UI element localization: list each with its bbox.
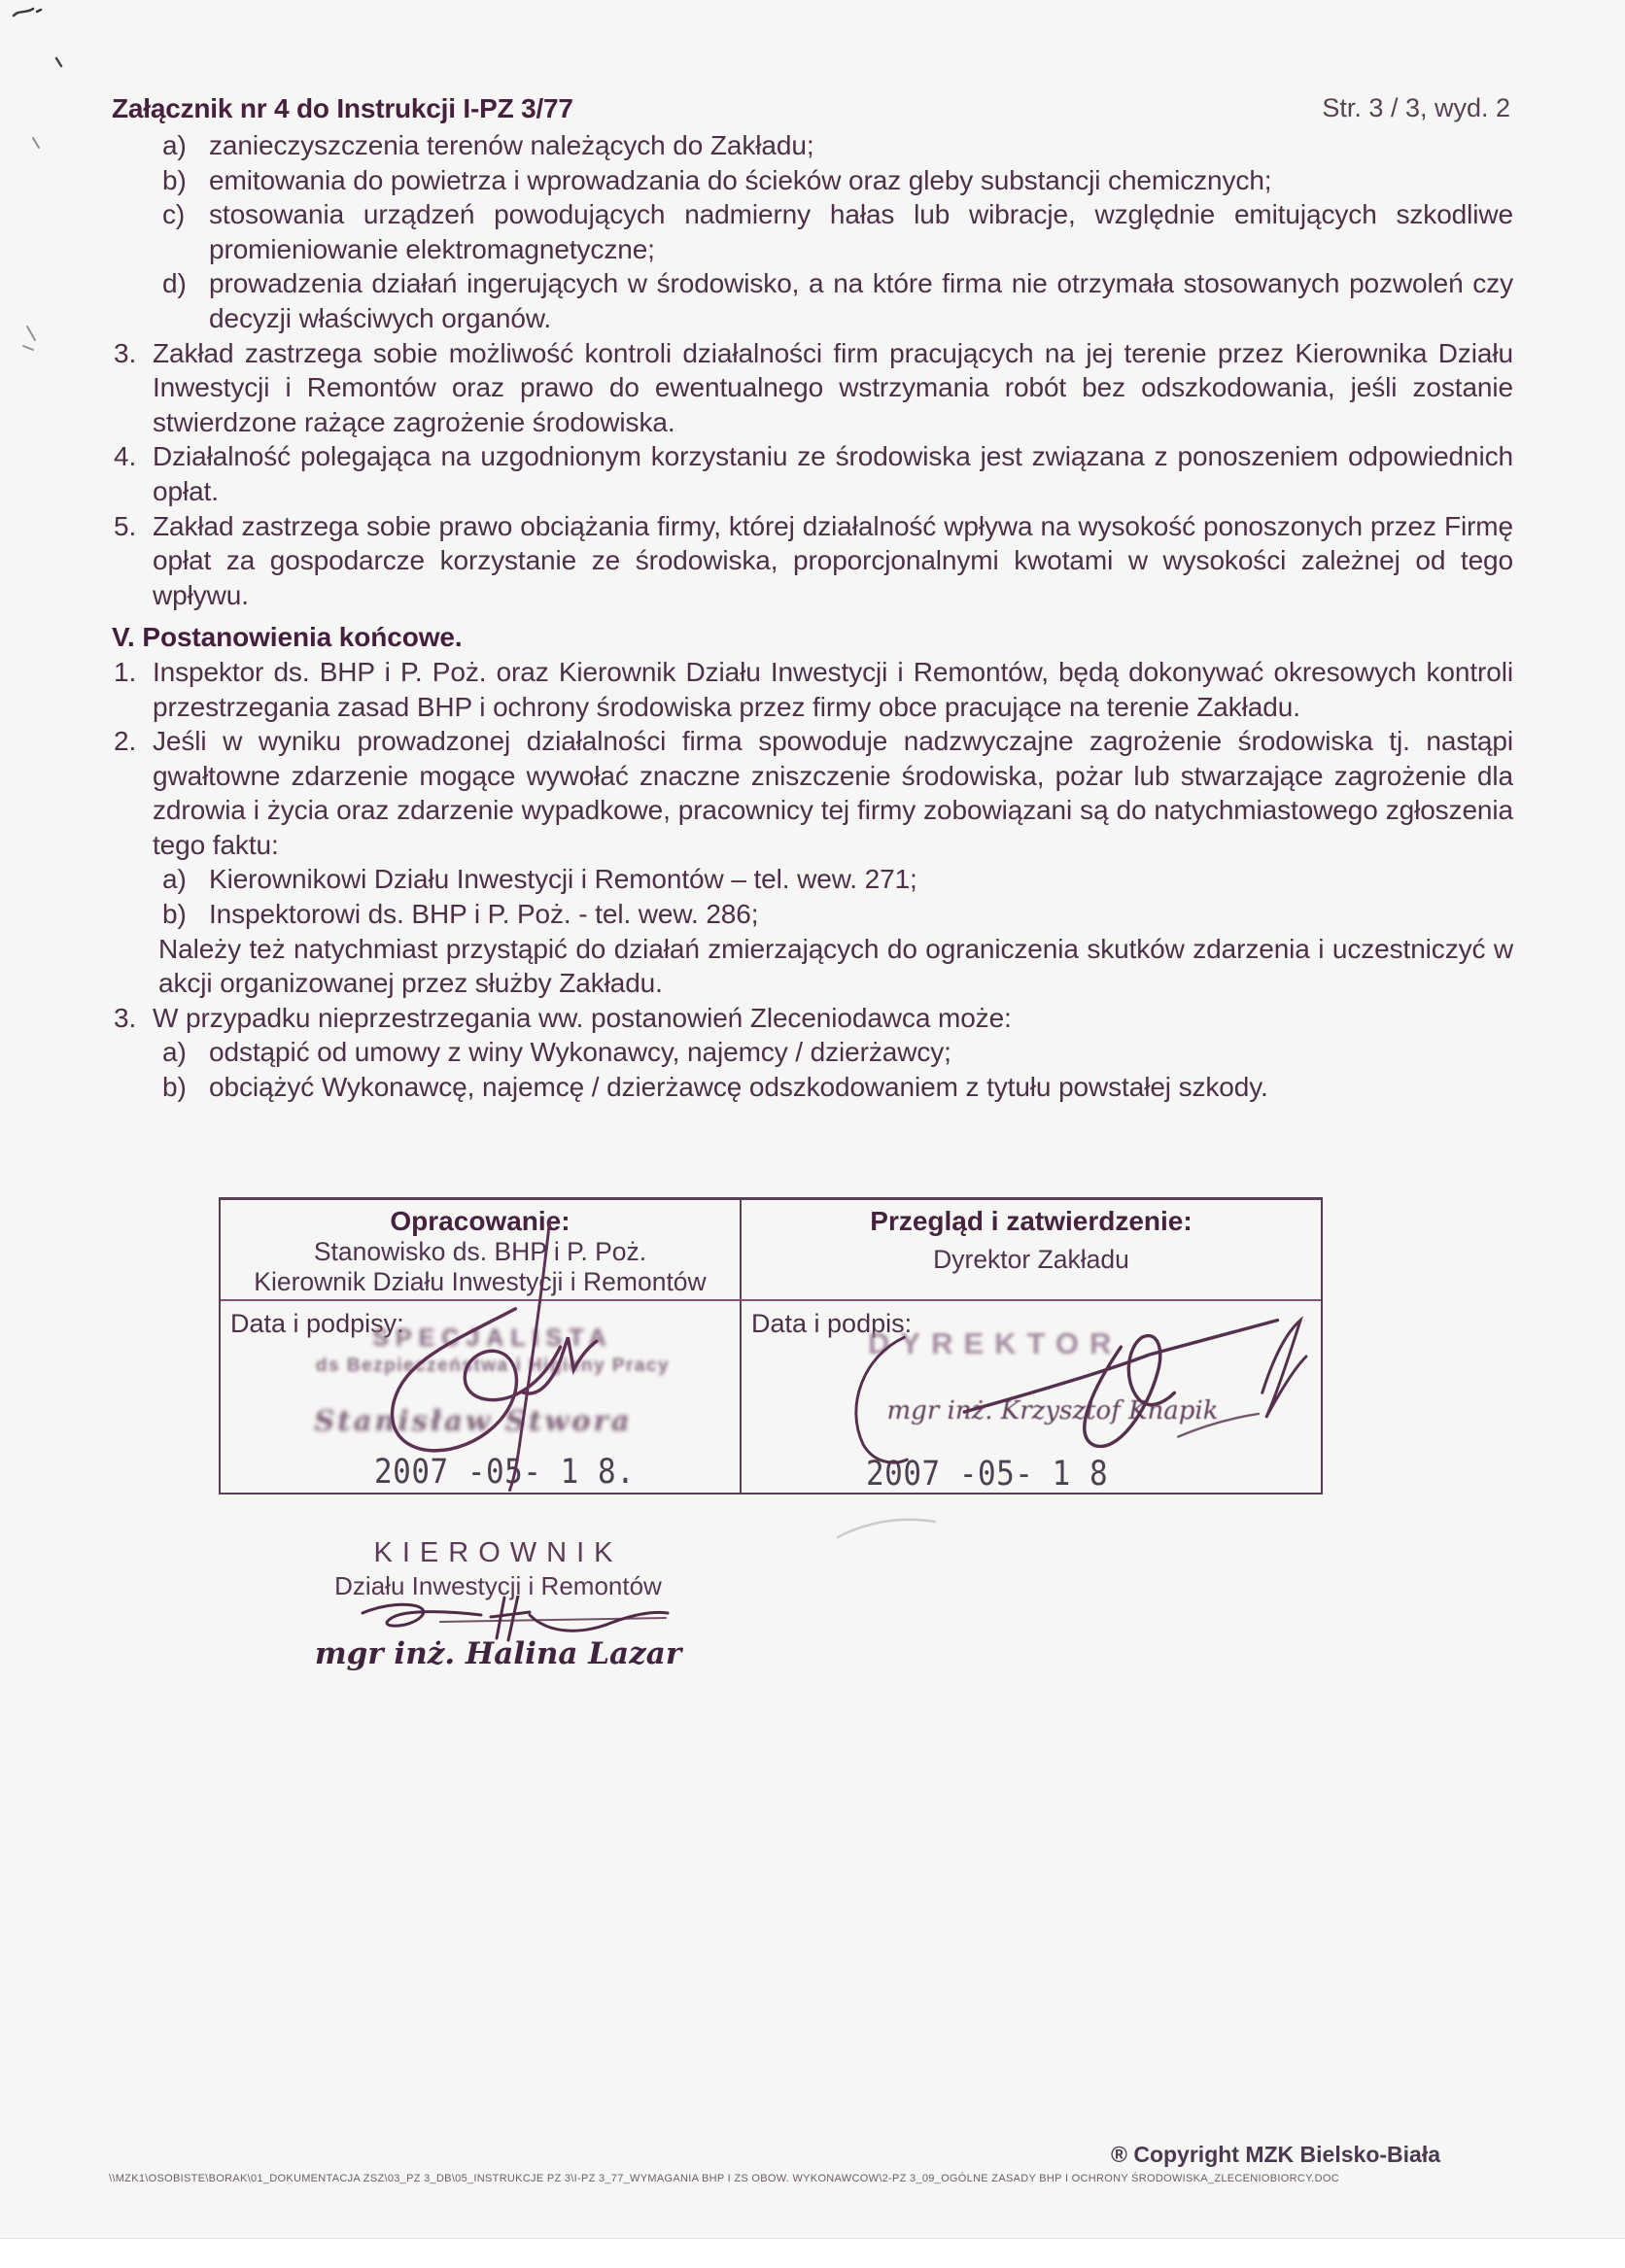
list-item-text: obciążyć Wykonawcę, najemcę / dzierżawcę odszkodowaniem z tytułu powstałej szkody. bbox=[209, 1072, 1268, 1103]
right-signature-ink bbox=[742, 1301, 1321, 1493]
director-stamp: DYREKTOR bbox=[868, 1326, 1123, 1360]
table-cell-right-signature bbox=[742, 1301, 1321, 1493]
right-signer-name-stamp: mgr inż. Krzysztof Knapik bbox=[886, 1396, 1219, 1426]
table-signature-row bbox=[221, 1301, 1321, 1493]
document-header bbox=[112, 93, 1510, 124]
right-date-stamp: 2007 -05- 1 8 bbox=[866, 1454, 1109, 1495]
list-item-text: Kierownikowi Działu Inwestycji i Remontów – tel. wew. 271; bbox=[209, 864, 917, 895]
list-item-text: odstąpić od umowy z winy Wykonawcy, najemcy / dzierżawcy; bbox=[209, 1037, 951, 1068]
list-item-text: prowadzenia działań ingerujących w środowisko, a na które firma nie otrzymała stosowanych pozwoleń czy decyzji właściwych organów. bbox=[209, 268, 1513, 333]
note-paragraph: Należy też natychmiast przystąpić do działań zmierzających do ograniczenia skutków zdarzenia i uczestniczyć w akcji organizowanej przez służby Zakładu. bbox=[158, 933, 1513, 999]
list-marker: a) bbox=[162, 1037, 187, 1068]
list-marker: b) bbox=[162, 1072, 187, 1103]
table-cell-opracowanie bbox=[221, 1200, 742, 1299]
role-line: Dyrektor Zakładu bbox=[933, 1245, 1129, 1274]
list-item-text: Zakład zastrzega sobie możliwość kontroli działalności firm pracujących na jej terenie przez Kierownika Działu Inwestycji i Remontów oraz prawo do ewentualnego wstrzymania robót bez odszkodowania, jeśli zostanie stwierdzone rażące zagrożenie środowiska. bbox=[153, 337, 1513, 437]
list-item bbox=[112, 509, 1513, 613]
list-marker: b) bbox=[162, 164, 187, 195]
list-marker: 1. bbox=[114, 656, 137, 687]
list-item bbox=[112, 724, 1513, 862]
role-line: Kierownik Działu Inwestycji i Remontów bbox=[254, 1267, 707, 1296]
list-marker: b) bbox=[162, 899, 187, 930]
list-item bbox=[162, 197, 1513, 266]
kierownik-title-stamp: KIEROWNIK bbox=[373, 1537, 623, 1568]
attachment-title: Załącznik nr 4 do Instrukcji I-PZ 3/77 bbox=[112, 93, 573, 123]
footer-copyright: ® Copyright MZK Bielsko-Biała bbox=[1111, 2142, 1440, 2167]
list-marker: 2. bbox=[114, 726, 137, 757]
table-header-row bbox=[221, 1200, 1321, 1301]
column-title: Przegląd i zatwierdzenie: bbox=[870, 1206, 1193, 1236]
table-cell-left-signature bbox=[221, 1301, 742, 1493]
list-item bbox=[162, 163, 1513, 198]
left-date-stamp: 2007 -05- 1 8. bbox=[374, 1452, 636, 1493]
kierownik-dept-stamp: Działu Inwestycji i Remontów bbox=[334, 1571, 662, 1600]
list-item-text: stosowania urządzeń powodujących nadmierny hałas lub wibracje, względnie emitujących szkodliwe promieniowanie elektromagnetyczne; bbox=[209, 199, 1513, 264]
list-marker: a) bbox=[162, 864, 187, 895]
list-item-text: Inspektorowi ds. BHP i P. Poż. - tel. wew. 286; bbox=[209, 899, 759, 930]
scan-edge bbox=[0, 2239, 1625, 2268]
list-item-text: zanieczyszczenia terenów należących do Zakładu; bbox=[209, 130, 814, 160]
list-item-text: emitowania do powietrza i wprowadzania do ścieków oraz gleby substancji chemicznych; bbox=[209, 164, 1272, 195]
list-item bbox=[162, 266, 1513, 335]
page-info: Str. 3 / 3, wyd. 2 bbox=[1322, 93, 1510, 122]
list-item-text: Inspektor ds. BHP i P. Poż. oraz Kierownik Działu Inwestycji i Remontów, będą dokonywać okresowych kontroli przestrzegania zasad BHP i ochrony środowiska przez firmy obce pracujące na terenie Zakładu. bbox=[153, 656, 1513, 722]
column-title: Opracowanie: bbox=[390, 1206, 570, 1236]
kierownik-stamp-block bbox=[287, 1537, 709, 1671]
date-label: Data i podpis: bbox=[751, 1309, 913, 1338]
list-item-text: Jeśli w wyniku prowadzonej działalności firma spowoduje nadzwyczajne zagrożenie środowiska tj. nastąpi gwałtowne zdarzenie mogące wywołać znaczne zniszczenie środowiska, pożar lub stwarzające zagrożenie dla zdrowia i życia oraz zdarzenie wypadkowe, pracownicy tej firmy zobowiązani są do natychmiastowego zgłoszenia tego faktu: bbox=[153, 726, 1513, 860]
signature-table bbox=[219, 1197, 1323, 1495]
list-marker: 3. bbox=[114, 1002, 137, 1033]
list-item bbox=[112, 1001, 1513, 1036]
list-item-text: W przypadku nieprzestrzegania ww. postanowień Zleceniodawca może: bbox=[153, 1002, 1012, 1033]
role-line: Stanowisko ds. BHP i P. Poż. bbox=[313, 1237, 647, 1266]
specialist-stamp-line2: ds Bezpieczeństwa i Higieny Pracy bbox=[315, 1356, 671, 1376]
table-cell-przeglad bbox=[742, 1200, 1321, 1299]
list-item bbox=[112, 439, 1513, 508]
list-item bbox=[112, 336, 1513, 440]
section-title: V. Postanowienia końcowe. bbox=[112, 622, 463, 653]
left-signature-ink bbox=[221, 1301, 740, 1493]
list-item bbox=[162, 862, 1513, 897]
list-item bbox=[162, 897, 1513, 932]
list-item-text: Działalność polegająca na uzgodnionym korzystaniu ze środowiska jest związana z ponoszeniem odpowiednich opłat. bbox=[153, 441, 1513, 506]
specialist-stamp-line1: SPECJALISTA bbox=[372, 1324, 613, 1352]
date-label: Data i podpisy: bbox=[230, 1309, 404, 1338]
list-item-text: Zakład zastrzega sobie prawo obciążania firmy, której działalność wpływa na wysokość ponoszonych przez Firmę opłat za gospodarcze korzystanie ze środowiska, proporcjonalnymi kwotami w wysokości zależnej od tego wpływu. bbox=[153, 510, 1513, 610]
list-marker: a) bbox=[162, 130, 187, 160]
footer-file-path: \\MZK1\OSOBISTE\BORAK\01_DOKUMENTACJA ZSZ\03_PZ 3_DB\05_INSTRUKCJE PZ 3\I-PZ 3_77_WYMAGANIA BHP I ZS OBOW. WYKONAWCOW\2-PZ 3_09_OGÓLNE ZASADY BHP I OCHRONY ŚRODOWISKA_ZLECENIOBIORCY.DOC bbox=[109, 2173, 1340, 2184]
left-signer-name-stamp: Stanisław Stwora bbox=[314, 1404, 633, 1437]
pen-mark-left-margin bbox=[19, 321, 58, 379]
document-body bbox=[112, 128, 1513, 1105]
list-item bbox=[162, 128, 1513, 163]
list-item bbox=[112, 655, 1513, 724]
list-marker: 5. bbox=[114, 510, 137, 541]
list-marker: 4. bbox=[114, 441, 137, 472]
list-marker: 3. bbox=[114, 337, 137, 368]
faint-pen-mark bbox=[834, 1508, 941, 1547]
list-item bbox=[162, 1035, 1513, 1070]
list-marker: d) bbox=[162, 268, 187, 299]
list-item bbox=[162, 1070, 1513, 1105]
list-marker: c) bbox=[162, 199, 186, 230]
kierownik-name: mgr inż. Halina Lazar bbox=[314, 1636, 682, 1671]
